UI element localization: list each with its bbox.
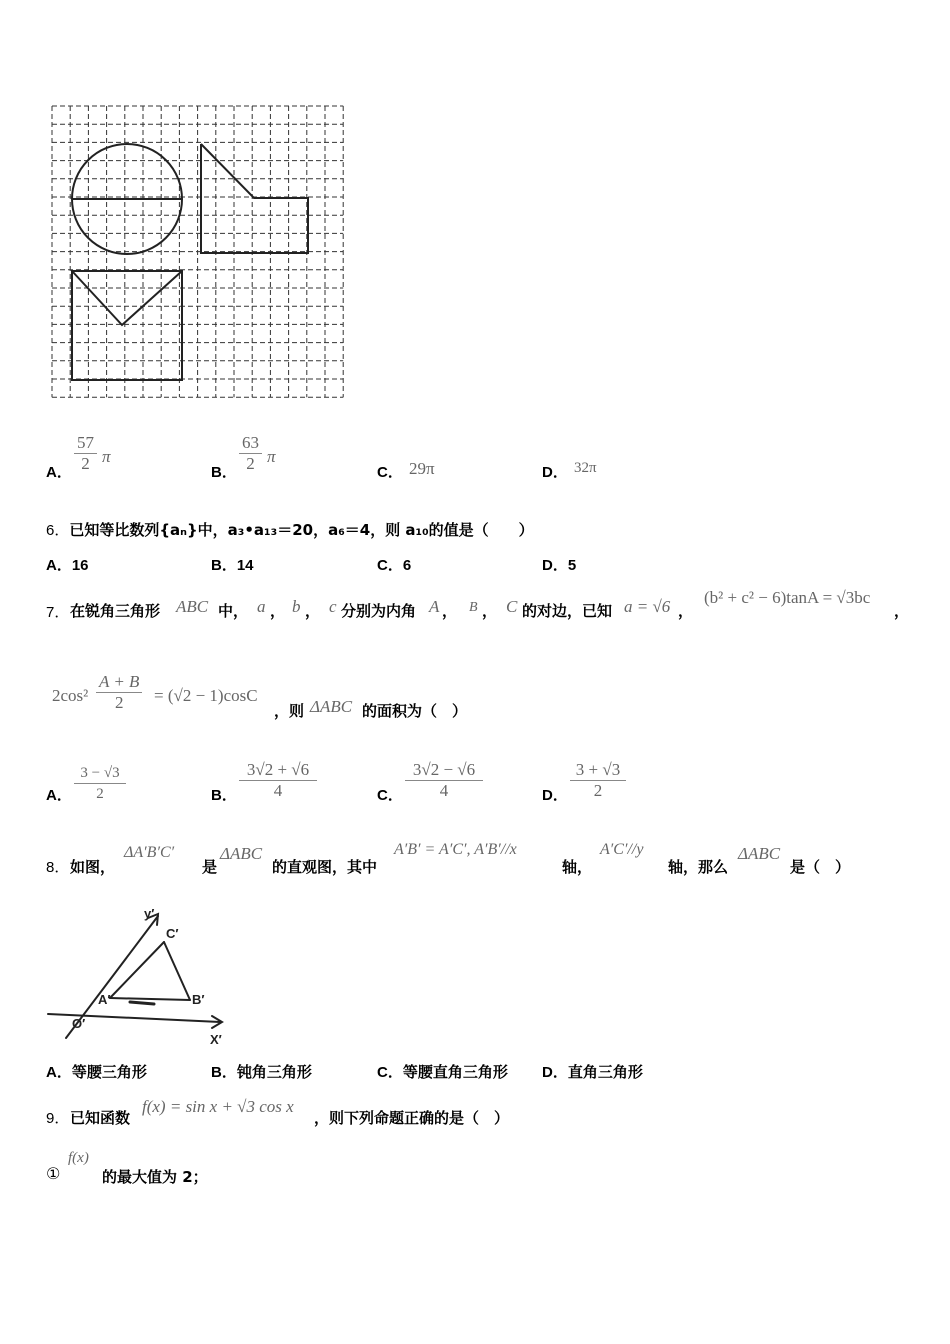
condition-ab-ac: A′B′ = A′C′, A′B′//x: [394, 841, 517, 858]
question-text: 已知等比数列{aₙ}中，a₃•a₁₃＝20，a₆＝4，则 a₁₀的值是（ ）: [69, 521, 534, 539]
circled-number: ①: [46, 1164, 61, 1183]
fraction: $\frac{3√2 + √6}{4}$: [239, 760, 317, 801]
comma: ，: [270, 602, 286, 620]
stem-text: 已知函数: [70, 1109, 131, 1127]
label-y: y′: [144, 906, 155, 921]
q7-line-1: [46, 586, 926, 626]
math-B: B: [469, 600, 478, 615]
function-definition: f(x) = sin x + √3 cos x: [142, 1097, 294, 1116]
condition-ac-y: A′C′//y: [600, 841, 644, 858]
option-label: B．: [211, 464, 237, 481]
math-abc: ABC: [176, 597, 209, 616]
triangle-abc-prime: ΔA′B′C′: [124, 844, 175, 861]
option-value: 32π: [574, 460, 597, 476]
option-label: D．: [542, 464, 568, 481]
comma: ，: [678, 602, 694, 620]
q8-option-b: B．钝角三角形: [211, 1064, 312, 1081]
stem-text: 在锐角三角形: [70, 602, 161, 620]
fraction: $\frac{3 + √3}{2}$: [570, 760, 626, 801]
q5-option-b: [211, 433, 371, 485]
q5-option-a: [46, 433, 206, 485]
cos-squared: 2cos²: [52, 686, 89, 705]
q6-option-c: C．6: [377, 557, 412, 574]
q9-stem: [46, 1093, 926, 1127]
label-c: C′: [166, 926, 179, 941]
comma: ，: [894, 602, 910, 620]
q8-option-c: C．等腰直角三角形: [377, 1064, 508, 1081]
pi-symbol: π: [267, 447, 276, 466]
math-A: A: [429, 597, 440, 616]
q6-option-a: A．16: [46, 557, 89, 574]
q8-options: [46, 1061, 926, 1081]
stem-text: 轴，那么: [668, 858, 729, 876]
fraction: $\frac{3 - √3}{2}$: [74, 763, 126, 804]
fraction: $\frac{63}{2}$: [239, 433, 262, 474]
q6-options: [46, 554, 926, 574]
question-number: 8．: [46, 859, 70, 876]
math-c: c: [329, 597, 337, 616]
stem-text: ，则: [274, 702, 305, 720]
q5-options: [46, 433, 926, 485]
option-value: 29π: [409, 459, 435, 478]
q8-option-d: D．直角三角形: [542, 1064, 643, 1081]
label-a: A′: [98, 992, 111, 1007]
comma: ，: [482, 602, 498, 620]
item-text: 的最大值为 2；: [102, 1168, 208, 1186]
pi-symbol: π: [102, 447, 111, 466]
condition-tan: (b² + c² − 6)tanA = √3bc: [704, 588, 871, 607]
triangle-abc: ΔABC: [310, 697, 353, 716]
three-view-figure: [46, 103, 352, 401]
question-number: 6．: [46, 522, 70, 539]
math-C: C: [506, 597, 518, 616]
q5-option-d: [542, 433, 702, 485]
stem-text: ，则下列命题正确的是（ ）: [314, 1109, 510, 1127]
oblique-triangle-figure: [44, 900, 244, 1048]
fraction-ab: $\frac{A + B}{2}$: [96, 672, 142, 713]
label-x: X′: [210, 1032, 222, 1047]
stem-text: 的对边，已知: [522, 602, 613, 620]
comma: ，: [442, 602, 458, 620]
option-label: C．: [377, 464, 403, 481]
cos-c-right: = (√2 − 1)cosC: [154, 686, 258, 705]
dashed-grid: [52, 106, 343, 397]
q7-options: A． $\frac{3 - √3}{2}$ B． $\frac{3√2 + √6}{4}$ C． $\frac{3√2 - √6}{4}$ D． $\frac{3 + √3}{2}$: [46, 760, 926, 810]
q9-item-1: [46, 1150, 446, 1186]
triangle-abc: ΔABC: [738, 844, 781, 863]
stem-text: 中，: [218, 602, 249, 620]
stem-text: 是: [202, 858, 218, 876]
q6-option-b: B．14: [211, 557, 254, 574]
condition-a: a = √6: [624, 597, 671, 616]
stem-text: 如图，: [70, 858, 116, 876]
q8-stem: [46, 840, 926, 876]
fraction: $\frac{3√2 - √6}{4}$: [405, 760, 483, 801]
stem-text: 分别为内角: [341, 602, 417, 620]
stem-text: 轴，: [562, 858, 593, 876]
stem-text: 的面积为（ ）: [362, 702, 468, 720]
question-number: 9．: [46, 1110, 70, 1127]
function-f: f(x): [68, 1150, 89, 1166]
stem-text: 是（ ）: [790, 858, 851, 876]
q5-option-c: [377, 433, 537, 485]
label-b: B′: [192, 992, 205, 1007]
q6-option-d: D．5: [542, 557, 577, 574]
q6-stem: [46, 519, 534, 540]
comma: ，: [305, 602, 321, 620]
q8-option-a: A．等腰三角形: [46, 1064, 147, 1081]
question-number: 7．: [46, 604, 70, 621]
q7-line-2: [46, 672, 926, 724]
option-label: A．: [46, 464, 72, 481]
stem-text: 的直观图，其中: [272, 858, 378, 876]
fraction: $\frac{57}{2}$: [74, 433, 97, 474]
math-b: b: [292, 597, 301, 616]
triangle-abc: ΔABC: [220, 844, 263, 863]
math-a: a: [257, 597, 266, 616]
label-o: O′: [72, 1016, 86, 1031]
